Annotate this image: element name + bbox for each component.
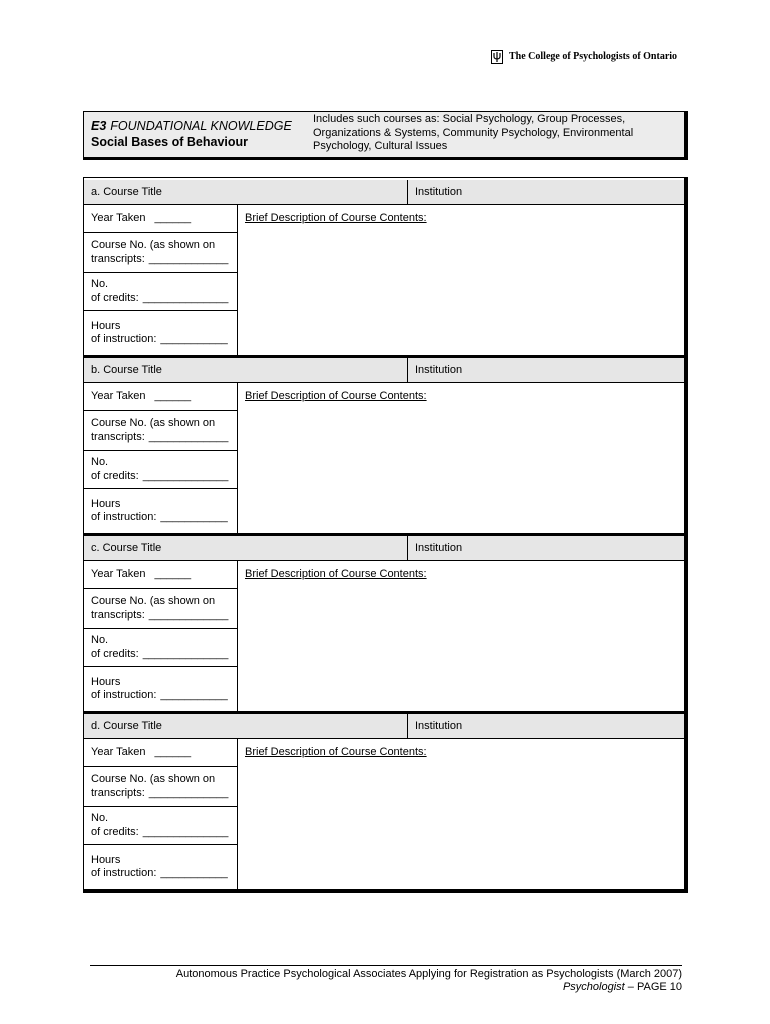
section-title <box>91 119 292 134</box>
course-number-label: Course No. (as shown on <box>91 595 216 607</box>
institution-field[interactable] <box>408 714 684 738</box>
includes-line: Organizations & Systems, Community Psychology, Environmental <box>313 126 634 139</box>
course-title-label: c. Course Title <box>91 542 162 554</box>
course-number-row <box>84 589 237 629</box>
year-taken-label: Year Taken <box>91 567 146 580</box>
course-description-area[interactable] <box>238 739 684 889</box>
hours-row <box>84 667 237 711</box>
year-taken-input[interactable]: ______ <box>154 745 192 758</box>
hours-row <box>84 489 237 533</box>
course-number-row <box>84 411 237 451</box>
hours-label: Hours <box>91 675 121 688</box>
section-subtitle: Social Bases of Behaviour <box>91 135 249 149</box>
course-details-column <box>84 739 238 889</box>
section-code: E3 <box>91 119 107 133</box>
course-number-label-cont: transcripts: <box>91 252 145 265</box>
credits-input[interactable]: ______________ <box>142 825 229 838</box>
institution-field[interactable] <box>408 180 684 204</box>
course-title-label: b. Course Title <box>91 364 162 376</box>
org-name: The College of Psychologists of Ontario <box>509 51 678 62</box>
credits-label: No. <box>91 812 109 824</box>
course-title-field[interactable] <box>84 180 408 204</box>
section-includes <box>313 113 633 154</box>
course-details-column <box>84 561 238 711</box>
course-title-row <box>84 536 684 561</box>
course-number-input[interactable]: _____________ <box>148 608 229 621</box>
college-psi-logo-icon <box>491 50 503 64</box>
footer-divider <box>90 965 682 966</box>
course-list <box>83 177 688 893</box>
course-details-column <box>84 383 238 533</box>
institution-field[interactable] <box>408 358 684 382</box>
credits-label: No. <box>91 278 109 290</box>
course-number-row <box>84 233 237 273</box>
credits-input[interactable]: ______________ <box>142 469 229 482</box>
hours-input[interactable]: ___________ <box>160 689 228 701</box>
credits-row <box>84 629 237 667</box>
course-number-label: Course No. (as shown on <box>91 417 216 429</box>
year-taken-row <box>84 205 237 233</box>
institution-label: Institution <box>415 186 463 198</box>
credits-label-cont: of credits: <box>91 469 139 482</box>
credits-row <box>84 451 237 489</box>
credits-label: No. <box>91 634 109 646</box>
hours-label-cont: of instruction: <box>91 333 157 345</box>
footer-line-1: Autonomous Practice Psychological Associates Applying for Registration as Psychologists (March 2007) <box>175 968 682 980</box>
footer-page: – PAGE 10 <box>627 981 682 993</box>
year-taken-label: Year Taken <box>91 211 146 224</box>
course-title-field[interactable] <box>84 536 408 560</box>
section-header-box <box>83 111 688 160</box>
course-description-label: Brief Description of Course Contents: <box>245 746 427 758</box>
course-number-input[interactable]: _____________ <box>148 786 229 799</box>
course-number-input[interactable]: _____________ <box>148 430 229 443</box>
year-taken-input[interactable]: ______ <box>154 389 192 402</box>
course-number-input[interactable]: _____________ <box>148 252 229 265</box>
hours-label: Hours <box>91 497 121 510</box>
year-taken-input[interactable]: ______ <box>154 211 192 224</box>
course-title-field[interactable] <box>84 714 408 738</box>
course-number-label: Course No. (as shown on <box>91 773 216 785</box>
institution-label: Institution <box>415 720 463 732</box>
year-taken-row <box>84 383 237 411</box>
footer <box>176 968 682 994</box>
hours-label: Hours <box>91 853 121 866</box>
credits-row <box>84 807 237 845</box>
footer-role: Psychologist <box>562 981 625 993</box>
year-taken-row <box>84 739 237 767</box>
year-taken-label: Year Taken <box>91 389 146 402</box>
institution-field[interactable] <box>408 536 684 560</box>
course-title-row <box>84 358 684 383</box>
course-description-label: Brief Description of Course Contents: <box>245 212 427 224</box>
year-taken-row <box>84 561 237 589</box>
credits-label-cont: of credits: <box>91 291 139 304</box>
hours-label-cont: of instruction: <box>91 511 157 523</box>
credits-input[interactable]: ______________ <box>142 647 229 660</box>
course-number-label-cont: transcripts: <box>91 786 145 799</box>
year-taken-input[interactable]: ______ <box>154 567 192 580</box>
credits-row <box>84 273 237 311</box>
hours-row <box>84 311 237 355</box>
course-description-area[interactable] <box>238 383 684 533</box>
credits-label-cont: of credits: <box>91 825 139 838</box>
credits-label: No. <box>91 456 109 468</box>
credits-input[interactable]: ______________ <box>142 291 229 304</box>
course-number-row <box>84 767 237 807</box>
course-description-label: Brief Description of Course Contents: <box>245 568 427 580</box>
institution-label: Institution <box>415 364 463 376</box>
hours-input[interactable]: ___________ <box>160 333 228 345</box>
includes-line: Psychology, Cultural Issues <box>313 140 448 152</box>
hours-label-cont: of instruction: <box>91 689 157 701</box>
course-description-area[interactable] <box>238 205 684 355</box>
course-title-field[interactable] <box>84 358 408 382</box>
hours-label-cont: of instruction: <box>91 867 157 879</box>
course-section-2 <box>84 358 684 536</box>
course-number-label: Course No. (as shown on <box>91 239 216 251</box>
course-title-label: a. Course Title <box>91 186 162 198</box>
course-section-3 <box>84 536 684 714</box>
course-title-row <box>84 714 684 739</box>
course-number-label-cont: transcripts: <box>91 430 145 443</box>
footer-line-2 <box>176 981 682 994</box>
course-description-label: Brief Description of Course Contents: <box>245 390 427 402</box>
course-section-1 <box>84 180 684 358</box>
hours-row <box>84 845 237 889</box>
course-title-label: d. Course Title <box>91 720 162 732</box>
year-taken-label: Year Taken <box>91 745 146 758</box>
course-details-column <box>84 205 238 355</box>
hours-label: Hours <box>91 319 121 332</box>
course-description-area[interactable] <box>238 561 684 711</box>
institution-label: Institution <box>415 542 463 554</box>
hours-input[interactable]: ___________ <box>160 867 228 879</box>
includes-line: Includes such courses as: Social Psychology, Group Processes, <box>313 113 626 125</box>
course-number-label-cont: transcripts: <box>91 608 145 621</box>
course-section-4 <box>84 714 684 889</box>
hours-input[interactable]: ___________ <box>160 511 228 523</box>
org-header <box>491 50 677 64</box>
credits-label-cont: of credits: <box>91 647 139 660</box>
course-title-row <box>84 180 684 205</box>
section-title-text: FOUNDATIONAL KNOWLEDGE <box>110 119 292 133</box>
